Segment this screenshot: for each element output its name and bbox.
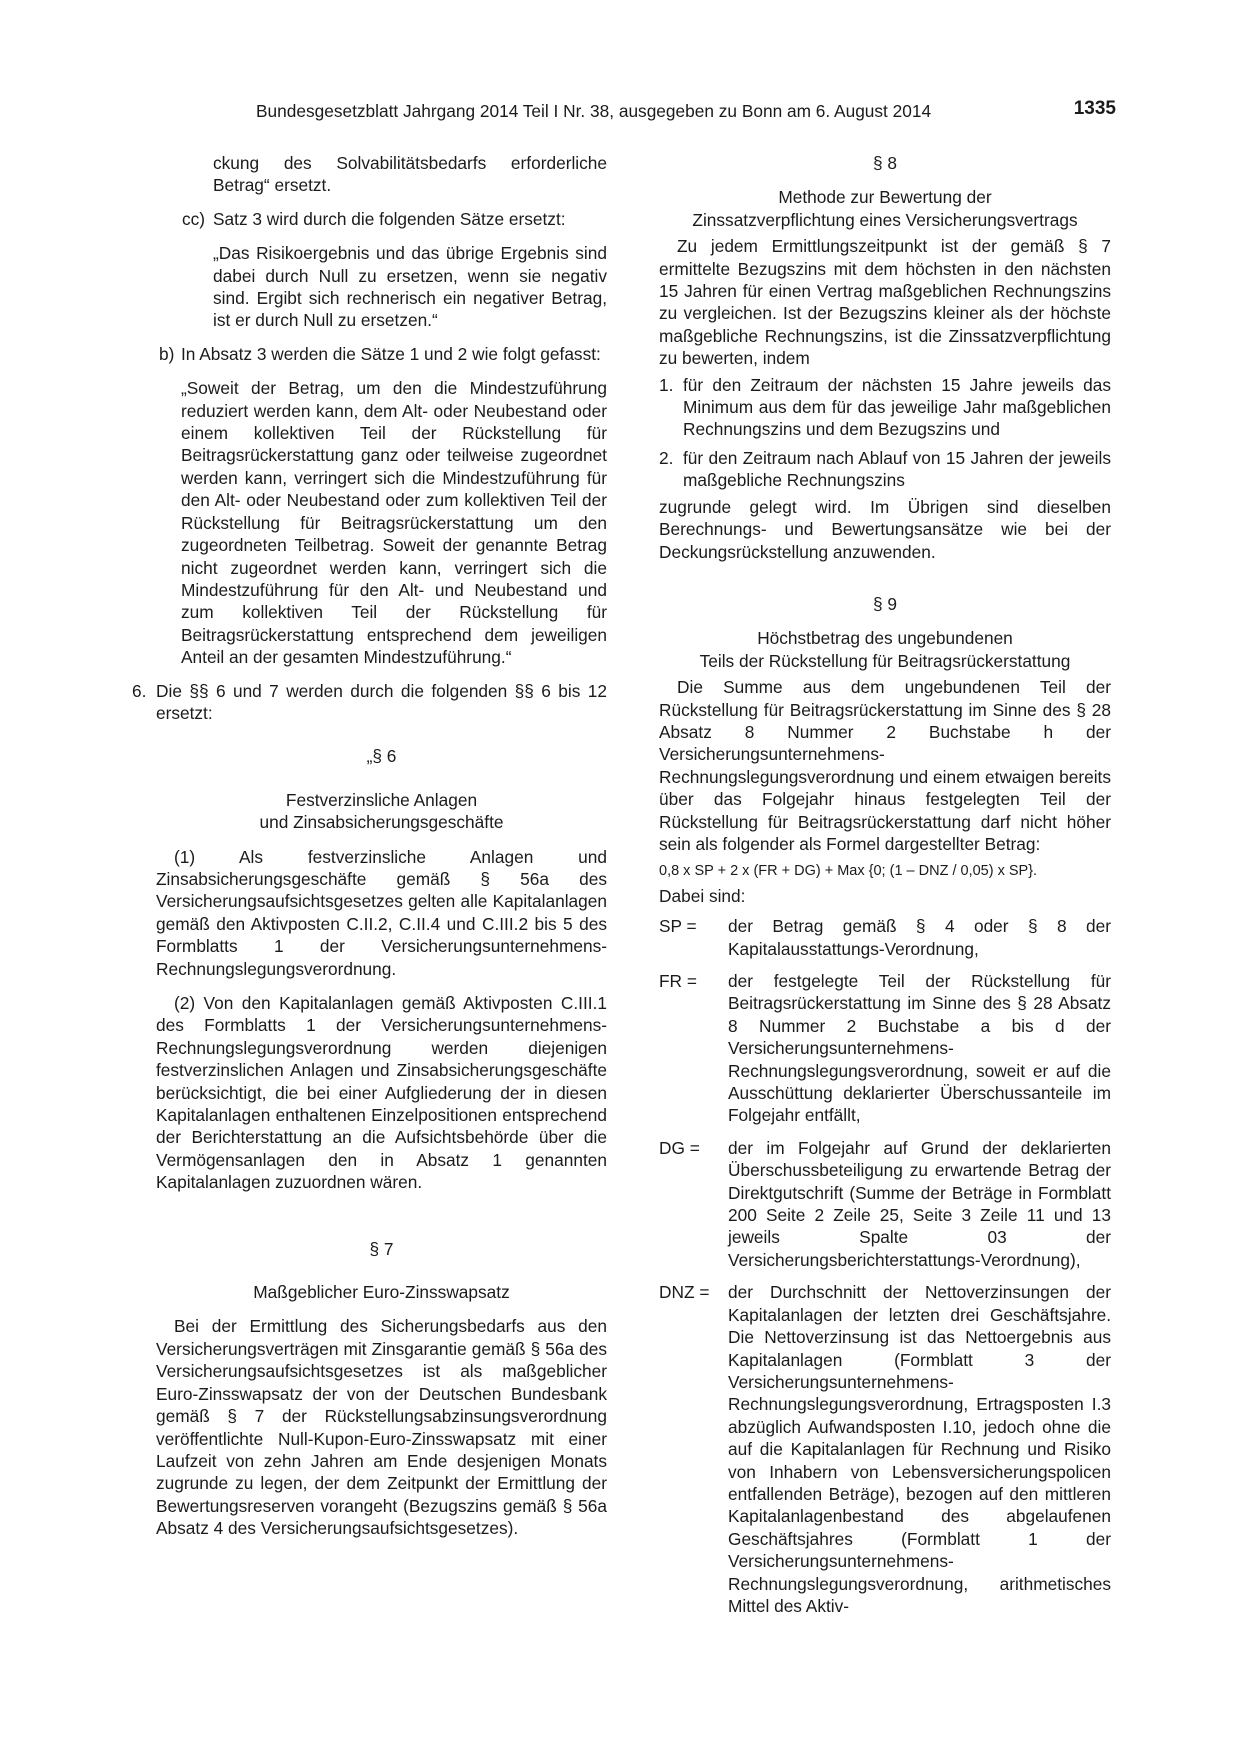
definition-dnz bbox=[659, 1281, 1111, 1617]
definition-fr-text: der festgelegte Teil der Rückstellung für Beitragsrückerstattung im Sinne des § 28 Absatz 8 Nummer 2 Buchstabe a bis d der Versicherungsunternehmens-Rechnungslegungsverordnung, soweit er auf die Ausschüttung deklarierter Überschussanteile im Folgejahr entfällt, bbox=[728, 971, 1111, 1126]
section-7-paragraph-1: Bei der Ermittlung des Sicherungsbedarfs aus den Versicherungsverträgen mit Zinsgarantie gemäß § 56a des Versicherungsaufsichtsgesetzes ist als maßgeblicher Euro-Zinsswapsatz der von der Deutschen Bundesbank gemäß § 7 der Rückstellungsabzinsungsverordnung veröffentlichte Null-Kupon-Euro-Zinsswapsatz mit einer Laufzeit von zehn Jahren am Ende desjenigen Monats zugrunde zu legen, der dem Zeitpunkt der Ermittlung der Bewertungsreserven vorangeht (Bezugszins gemäß § 56a Absatz 4 des Versicherungsaufsichtsgesetzes). bbox=[156, 1316, 607, 1539]
section-6-paragraph-2: (2) Von den Kapitalanlagen gemäß Aktivposten C.III.1 des Formblatts 1 der Versicherungsunternehmens-Rechnungslegungsverordnung werden diejenigen festverzinslichen Anlagen und Zinsabsicherungsgeschäfte berücksichtigt, die bei einer Aufgliederung der in diesen Kapitalanlagen enthaltenen Einzelpositionen entsprechend der Berichterstattung an die Aufsichtsbehörde über die Vermögensanlagen den in Absatz 1 genannten Kapitalanlagen zuzuordnen wären. bbox=[156, 993, 607, 1193]
section-6-title-line-2: und Zinsabsicherungsgeschäfte bbox=[259, 812, 504, 833]
definition-fr bbox=[659, 970, 1111, 1127]
definition-dnz-term: DNZ = bbox=[659, 1282, 710, 1303]
item-6-label: 6. bbox=[132, 680, 147, 701]
paragraph-aa-continuation: ckung des Solvabilitätsbedarfs erforderliche Betrag“ ersetzt. bbox=[213, 153, 607, 196]
running-title: Bundesgesetzblatt Jahrgang 2014 Teil I Nr. 38, ausgegeben zu Bonn am 6. August 2014 bbox=[256, 101, 932, 121]
section-8-item-1 bbox=[659, 374, 1111, 441]
section-8-paragraph-1: Zu jedem Ermittlungszeitpunkt ist der gemäß § 7 ermittelte Bezugszins mit dem höchsten in den nächsten 15 Jahren für einen Vertrag maßgeblichen Rechnungszins zu vergleichen. Ist der Bezugszins kleiner als der höchste maßgebliche Rechnungszins, ist die Zinssatzverpflichtung zu bewerten, indem bbox=[659, 236, 1111, 369]
section-8-item-2-label: 2. bbox=[659, 447, 674, 468]
item-b-quote: „Soweit der Betrag, um den die Mindestzuführung reduziert werden kann, dem Alt- oder Neubestand oder einem kollektiven Teil der Rückstellung für Beitragsrückerstattung ganz oder teilweise zugeordnet werden kann, verringert sich die Mindestzuführung für den Alt- oder Neubestand oder zum kollektiven Teil der Rückstellung für Beitragsrückerstattung um den zugeordneten Teilbetrag. Soweit der genannte Betrag nicht zugeordnet werden kann, verringert sich die Mindestzuführung für den Alt- und Neubestand und zum kollektiven Teil der Rückstellung für Beitragsrückerstattung entsprechend dem jeweiligen Anteil an der gesamten Mindestzuführung.“ bbox=[181, 378, 607, 668]
definition-sp bbox=[659, 915, 1111, 960]
definition-dg bbox=[659, 1137, 1111, 1271]
definition-sp-term: SP = bbox=[659, 916, 697, 937]
left-column bbox=[132, 152, 607, 1540]
item-b-label: b) bbox=[159, 343, 175, 364]
section-8-item-2-text: für den Zeitraum nach Ablauf von 15 Jahren der jeweils maßgebliche Rechnungszins bbox=[683, 447, 1111, 491]
section-6-number: „§ 6 bbox=[366, 746, 397, 767]
item-cc-quote: „Das Risikoergebnis und das übrige Ergebnis sind dabei durch Null zu ersetzen, wenn sie negativ sind. Ergibt sich rechnerisch ein negativer Betrag, ist er durch Null zu ersetzen.“ bbox=[213, 243, 607, 331]
section-9-number: § 9 bbox=[872, 593, 898, 614]
definition-fr-term: FR = bbox=[659, 971, 697, 991]
section-6-paragraph-1: (1) Als festverzinsliche Anlagen und Zinsabsicherungsgeschäfte gemäß § 56a des Versicherungsaufsichtsgesetzes gelten alle Kapitalanlagen gemäß den Aktivposten C.II.2, C.II.4 und C.III.2 bis 5 des Formblatts 1 der Versicherungsunternehmens-Rechnungslegungsverordnung. bbox=[156, 846, 607, 979]
item-cc-text: Satz 3 wird durch die folgenden Sätze ersetzt: bbox=[213, 208, 566, 229]
section-9-paragraph-1: Die Summe aus dem ungebundenen Teil der Rückstellung für Beitragsrückerstattung im Sinne des § 28 Absatz 8 Nummer 2 Buchstabe h der Versicherungsunternehmens-Rechnungslegungsverordnung und einem etwaigen bereits über das Folgejahr hinaus festgelegten Teil der Rückstellung für Beitragsrückerstattung darf nicht höher sein als folgender als Formel dargestellter Betrag: bbox=[659, 677, 1111, 854]
section-9-formula: 0,8 x SP + 2 x (FR + DG) + Max {0; (1 – DNZ / 0,05) x SP}. bbox=[659, 863, 1038, 880]
definition-dg-term: DG = bbox=[659, 1137, 700, 1158]
item-cc-label: cc) bbox=[182, 208, 206, 229]
right-column bbox=[659, 152, 1111, 1617]
section-9-dabei: Dabei sind: bbox=[659, 885, 746, 906]
definition-dnz-text: der Durchschnitt der Nettoverzinsungen der Kapitalanlagen der letzten drei Geschäftsjahre. Die Nettoverzinsung ist das Nettoergebnis aus Kapitalanlagen (Formblatt 3 der Versicherungsunternehmens-Rechnungslegungsverordnung, Ertragsposten I.3 abzüglich Aufwandsposten I.10, jedoch ohne die auf die Kapitalanlagen für Rechnung und Risiko von Inhabern von Lebensversicherungspolicen entfallenden Beträge), bezogen auf den mittleren Kapitalanlagenbestand des abgelaufenen Geschäftsjahres (Formblatt 1 der Versicherungsunternehmens-Rechnungslegungsverordnung, arithmetisches Mittel des Aktiv- bbox=[728, 1282, 1111, 1616]
section-8-title-line-2: Zinssatzverpflichtung eines Versicherungsvertrags bbox=[692, 209, 1078, 230]
section-8-number: § 8 bbox=[872, 153, 898, 173]
item-6-text: Die §§ 6 und 7 werden durch die folgenden §§ 6 bis 12 ersetzt: bbox=[156, 680, 607, 723]
running-header bbox=[256, 100, 1116, 124]
section-8-item-2 bbox=[659, 447, 1111, 492]
section-8-item-1-label: 1. bbox=[659, 374, 674, 395]
item-6 bbox=[132, 680, 607, 725]
section-6-block bbox=[156, 745, 607, 1539]
section-6-title-line-1: Festverzinsliche Anlagen bbox=[285, 789, 478, 810]
section-7-number: § 7 bbox=[369, 1238, 394, 1259]
section-9-title-line-2: Teils der Rückstellung für Beitragsrückerstattung bbox=[699, 650, 1071, 671]
page-number: 1335 bbox=[1073, 98, 1116, 119]
section-9-title-line-1: Höchstbetrag des ungebundenen bbox=[757, 628, 1013, 649]
section-7-title: Maßgeblicher Euro-Zinsswapsatz bbox=[253, 1282, 510, 1303]
section-8-title-line-1: Methode zur Bewertung der bbox=[778, 187, 992, 208]
item-b bbox=[132, 343, 607, 365]
definition-sp-text: der Betrag gemäß § 4 oder § 8 der Kapitalausstattungs-Verordnung, bbox=[728, 916, 1111, 959]
item-b-text: In Absatz 3 werden die Sätze 1 und 2 wie folgt gefasst: bbox=[181, 343, 601, 364]
item-cc bbox=[132, 208, 607, 230]
definition-dg-text: der im Folgejahr auf Grund der deklarierten Überschussbeteiligung zu erwartende Betrag der Direktgutschrift (Summe der Beträge in Formblatt 200 Seite 2 Zeile 25, Seite 3 Zeile 11 und 13 jeweils Spalte 03 der Versicherungsberichterstattungs-Verordnung), bbox=[728, 1137, 1111, 1270]
section-8-paragraph-2: zugrunde gelegt wird. Im Übrigen sind dieselben Berechnungs- und Bewertungsansätze wie bei der Deckungsrückstellung anzuwenden. bbox=[659, 496, 1111, 562]
section-8-item-1-text: für den Zeitraum der nächsten 15 Jahre jeweils das Minimum aus dem für das jeweilige Jahr maßgeblichen Rechnungszins und dem Bezugszins und bbox=[683, 374, 1111, 440]
